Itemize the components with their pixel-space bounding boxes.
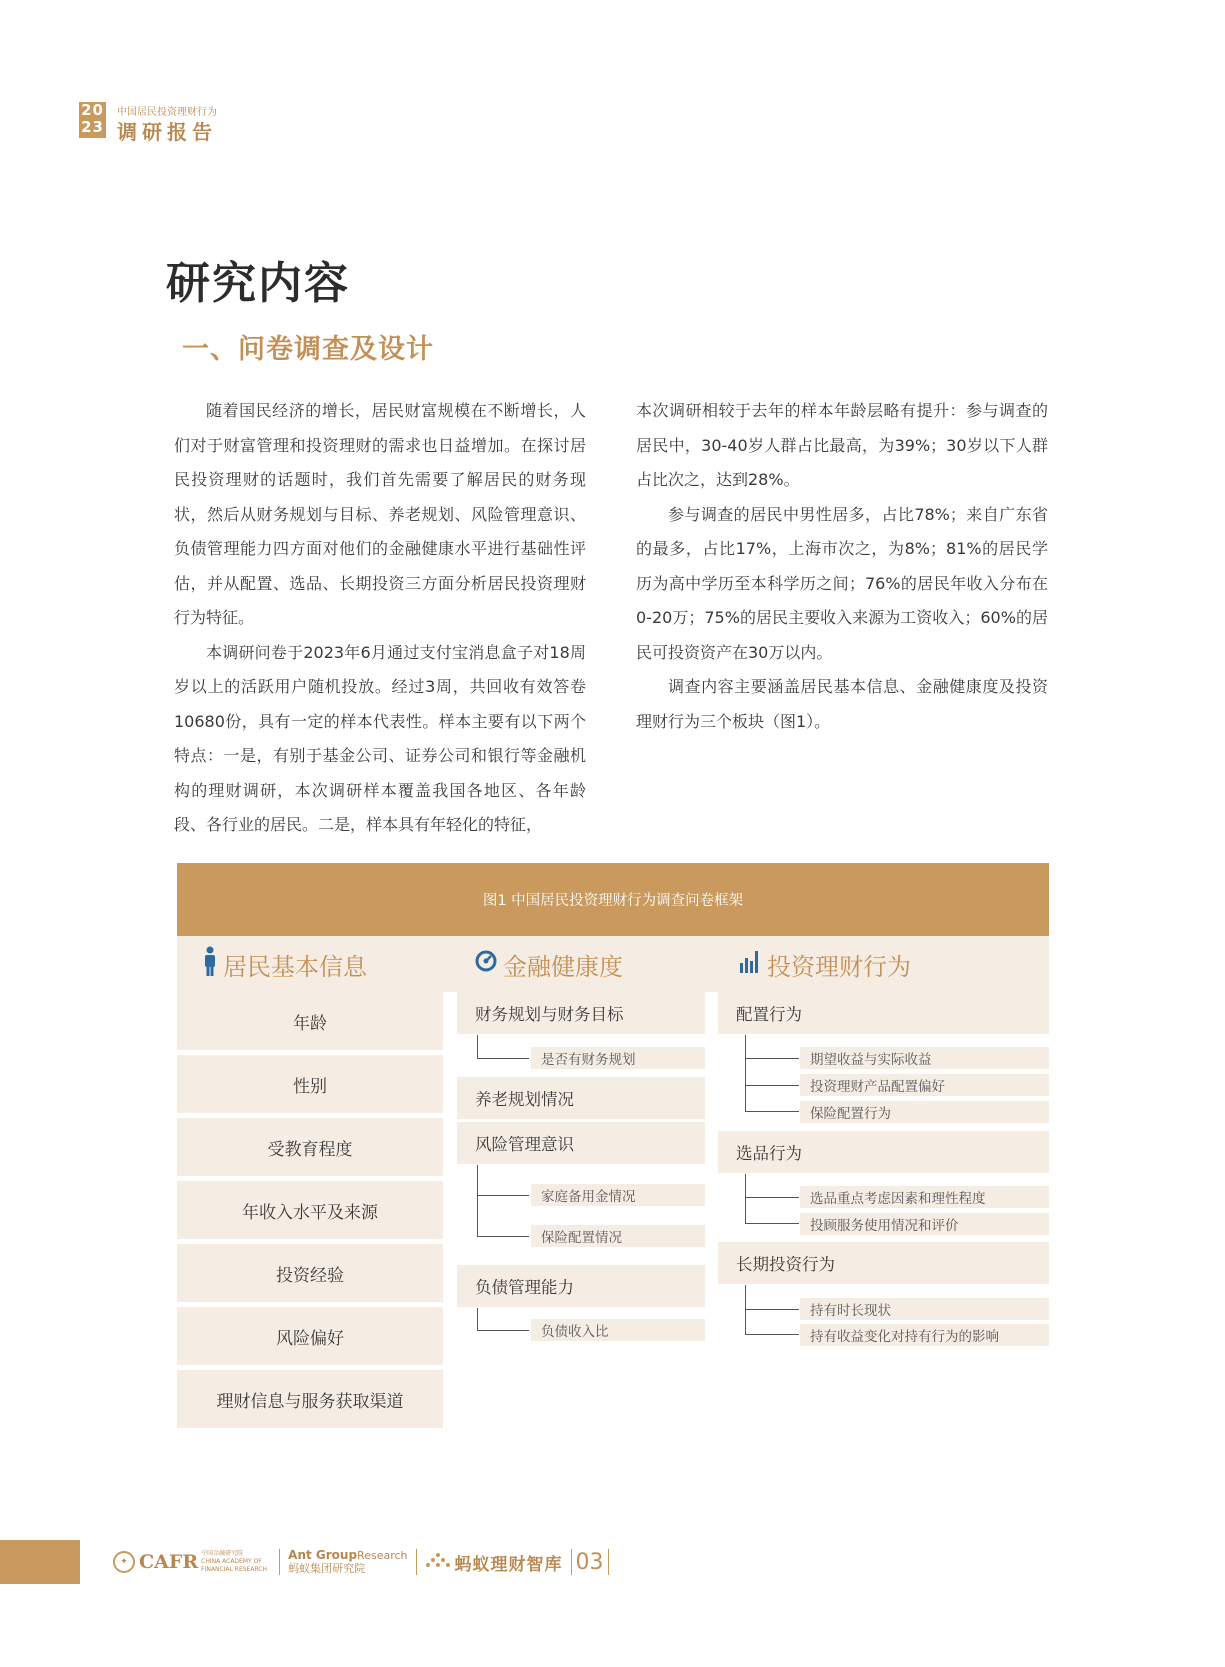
health-subitem: 是否有财务规划 [531,1047,705,1069]
cafr-logo: CAFR [139,1551,199,1573]
category-label: 居民基本信息 [223,952,367,981]
paragraph: 随着国民经济的增长，居民财富规模在不断增长，人们对于财富管理和投资理财的需求也日益增加。在探讨居民投资理财的话题时，我们首先需要了解居民的财务现状，然后从财务规划与目标、养老规划、风险管理意识、负债管理能力四方面对他们的金融健康水平进行基础性评估，并从配置、选品、长期投资三方面分析居民投资理财行为特征。 [174,401,586,627]
behavior-group: 选品行为 [718,1131,1049,1173]
behavior-subitem: 投顾服务使用情况和评价 [800,1213,1049,1235]
paragraph: 调查内容主要涵盖居民基本信息、金融健康度及投资理财行为三个板块（图1）。 [636,677,1048,731]
category-label: 投资理财行为 [767,952,911,981]
health-group: 财务规划与财务目标 [457,992,705,1034]
divider [279,1549,280,1575]
health-subitem: 保险配置情况 [531,1225,705,1247]
basic-info-item: 性别 [177,1055,443,1113]
behavior-subitem: 持有时长现状 [800,1298,1049,1320]
ant-group-text: Ant Group [288,1548,358,1562]
health-group: 负债管理能力 [457,1265,705,1307]
category-financial-health [475,940,623,988]
ant-research-cn: 蚂蚁集团研究院 [288,1562,366,1575]
ant-research-logo [288,1549,407,1575]
year-top: 20 [81,101,104,119]
figure-caption: 图1 中国居民投资理财行为调查问卷框架 [177,863,1049,936]
left-column [174,394,586,843]
paragraph: 本调研问卷于2023年6月通过支付宝消息盒子对18周岁以上的活跃用户随机投放。经过3周，共回收有效答卷10680份，具有一定的样本代表性。样本主要有以下两个特点：一是，有别于基金公司、证券公司和银行等金融机构的理财调研，本次调研样本覆盖我国各地区、各年龄段、各行业的居民。二是，样本具有年轻化的特征， [174,642,586,834]
divider [416,1549,417,1575]
year-badge [79,102,106,138]
divider [571,1549,572,1575]
divider [608,1549,609,1575]
report-title: 调研报告 [117,120,217,144]
person-icon [203,946,217,982]
health-subitem: 负债收入比 [531,1319,705,1341]
ant-brand-icon [425,1552,451,1572]
paragraph: 本次调研相较于去年的样本年龄层略有提升：参与调查的居民中，30-40岁人群占比最高，为39%；30岁以下人群占比次之，达到28%。 [636,401,1048,489]
basic-info-item: 年龄 [177,992,443,1050]
basic-info-item: 年收入水平及来源 [177,1181,443,1239]
health-group: 风险管理意识 [457,1122,705,1164]
category-investment-behavior [739,940,911,988]
bar-chart-icon [739,949,761,979]
cafr-en: CHINA ACADEMY OF FINANCIAL RESEARCH [201,1558,268,1573]
behavior-subitem: 选品重点考虑因素和理性程度 [800,1186,1049,1208]
behavior-subitem: 期望收益与实际收益 [800,1047,1049,1069]
page-title: 研究内容 [166,258,350,309]
behavior-subitem: 投资理财产品配置偏好 [800,1074,1049,1096]
basic-info-item: 投资经验 [177,1244,443,1302]
category-basic-info [203,940,367,988]
footer-logos [113,1540,609,1584]
paragraph: 参与调查的居民中男性居多，占比78%；来自广东省的最多，占比17%，上海市次之，为8%；81%的居民学历为高中学历至本科学历之间；76%的居民年收入分布在0-20万；75%的居民主要收入来源为工资收入；60%的居民可投资资产在30万以内。 [636,504,1048,662]
category-label: 金融健康度 [503,952,623,981]
page-number: 03 [575,1549,604,1575]
health-subitem: 家庭备用金情况 [531,1184,705,1206]
right-column [636,394,1048,739]
behavior-group: 配置行为 [718,992,1049,1034]
behavior-subitem: 持有收益变化对持有行为的影响 [800,1324,1049,1346]
behavior-group: 长期投资行为 [718,1242,1049,1284]
ant-research-text: Research [357,1549,408,1562]
cafr-subtitle [201,1550,271,1574]
report-subtitle: 中国居民投资理财行为 [117,107,217,118]
cafr-seal-icon: ✦ [113,1551,135,1573]
cafr-cn: 中国金融研究院 [201,1550,244,1557]
health-group: 养老规划情况 [457,1077,705,1119]
year-bottom: 23 [81,118,104,136]
footer-accent-bar [0,1540,80,1584]
behavior-subitem: 保险配置行为 [800,1101,1049,1123]
basic-info-item: 风险偏好 [177,1307,443,1365]
section-title: 一、问卷调查及设计 [182,334,434,365]
gauge-icon [475,950,497,978]
basic-info-item: 受教育程度 [177,1118,443,1176]
brand-name: 蚂蚁理财智库 [454,1554,563,1575]
basic-info-item: 理财信息与服务获取渠道 [177,1370,443,1428]
